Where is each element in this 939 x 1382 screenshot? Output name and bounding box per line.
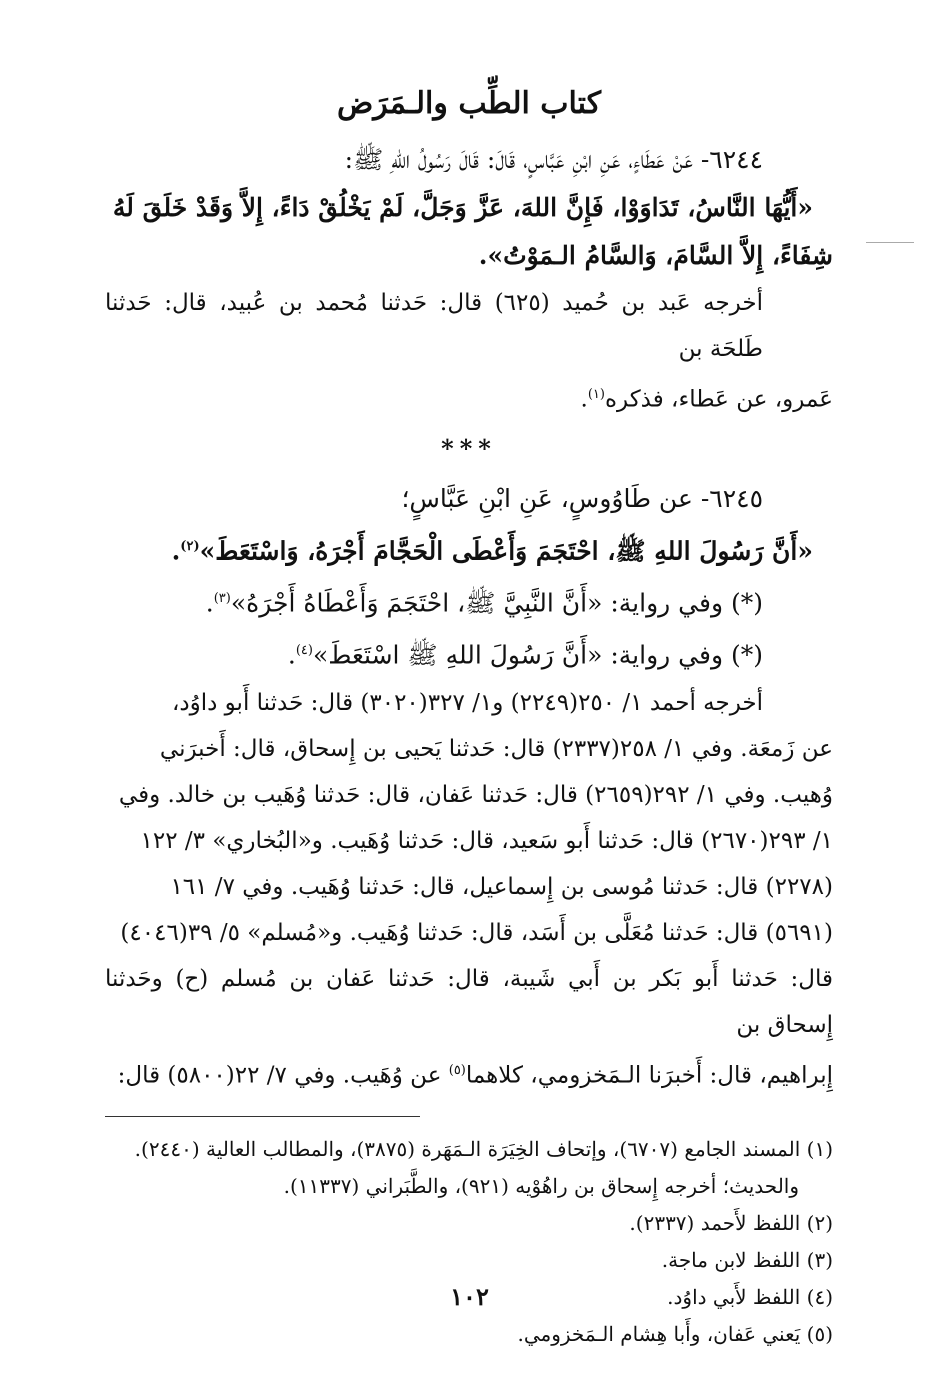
- chapter-title: كتاب الطِّب والـمَرَض: [336, 86, 602, 121]
- hadith-6245-matn: [105, 523, 833, 575]
- hadith-6244-matn-line2: شِفَاءً، إِلاَّ السَّامَ، وَالسَّامُ الـمَوْتُ».: [478, 241, 833, 270]
- hadith-6244-head: ٦٢٤٤- عَنْ عَطَاءٍ، عَنِ ابْنِ عَبَّاسٍ، قَالَ: قَالَ رَسُولُ اللهِ ﷺ:: [344, 145, 763, 174]
- footnote-ref-2: (٢): [180, 538, 200, 554]
- footnote-3: (٣) اللفظ لابن ماجة.: [661, 1248, 833, 1273]
- hadith-6245-takhrij-line8: [105, 1048, 833, 1099]
- hadith-6244-takhrij-line2: [105, 372, 833, 423]
- footnote-ref-3: (٣): [213, 590, 231, 606]
- page-number: ١٠٢: [450, 1282, 489, 1311]
- hadith-6245-riwaya-2: [105, 627, 833, 679]
- hadith-6245-takhrij-line3: وُهيب. وفي ١/ ٢٩٢(٢٦٥٩) قال: حَدثنا عَفان، قال: حَدثنا وُهَيب بن خالد. وفي: [118, 781, 833, 808]
- hadith-6244-matn-line1: «أَيُّهَا النَّاسُ، تَدَاوَوْا، فَإِنَّ اللهَ، عَزَّ وَجَلَّ، لَمْ يَخْلُقْ دَاءً، إِلاَّ وَقَدْ خَلَقَ لَهُ: [112, 193, 813, 222]
- takhrij-text: إِبراهيم، قال: أَخبرَنا الـمَخزومي، كلاهما: [465, 1062, 833, 1089]
- hadith-6245-takhrij-line6: (٥٦٩١) قال: حَدثنا مُعَلَّى بن أَسَد، قال: حَدثنا وُهَيب. و«مُسلم» ٥/ ٣٩(٤٠٤٦): [120, 919, 833, 946]
- hadith-6245-takhrij-line7: قال: حَدثنا أَبو بَكر بن أَبي شَيبة، قال: حَدثنا عَفان بن مُسلم (ح) وحَدثنا إِسحاق بن: [105, 965, 833, 1038]
- footnote-1: (١) المسند الجامع (٦٧٠٧)، وإتحاف الخِيَرَة الـمَهَرة (٣٨٧٥)، والمطالب العالية (٢٤٤٠).: [134, 1137, 833, 1162]
- footnote-2: (٢) اللفظ لأَحمد (٢٣٣٧).: [629, 1211, 833, 1236]
- footnotes: [105, 1131, 833, 1353]
- margin-mark: [866, 242, 914, 243]
- hadith-6245-takhrij-line2: عن زَمعَة. وفي ١/ ٢٥٨(٢٣٣٧) قال: حَدثنا يَحيى بن إِسحاق، قال: أَخبرَني: [159, 735, 833, 762]
- footnote-5: (٥) يَعني عَفان، وأَبا هِشام الـمَخزومي.: [517, 1322, 833, 1347]
- takhrij-text: عن وُهَيب. وفي ٧/ ٢٢(٥٨٠٠) قال:: [117, 1062, 449, 1089]
- footnote-divider: [105, 1116, 420, 1117]
- takhrij-text: عَمرو، عن عَطاء، فذكره: [604, 386, 833, 413]
- hadith-6245-takhrij-line5: (٢٢٧٨) قال: حَدثنا مُوسى بن إِسماعيل، قال: حَدثنا وُهَيب. وفي ٧/ ١٦١: [170, 873, 833, 900]
- footnote-ref-1: (١): [587, 387, 605, 402]
- hadith-6244-takhrij-line1: أخرجه عَبد بن حُميد (٦٢٥) قال: حَدثنا مُحمد بن عُبيد، قال: حَدثنا طَلحَة بن: [105, 290, 763, 362]
- riwaya-text: (*) وفي رواية: «أَنَّ النَّبِيَّ ﷺ، احْتَجَمَ وَأَعْطَاهُ أَجْرَهُ»: [230, 588, 763, 618]
- section-separator: ***: [441, 433, 497, 463]
- footnote-4: (٤) اللفظ لأَبي داوُد.: [667, 1285, 833, 1310]
- hadith-6245-takhrij-line4: ١/ ٢٩٣(٢٦٧٠) قال: حَدثنا أَبو سَعيد، قال: حَدثنا وُهَيب. و«البُخاري» ٣/ ١٢٢: [140, 827, 833, 854]
- takhrij-end: .: [580, 386, 588, 413]
- footnote-ref-5: (٥): [448, 1062, 466, 1078]
- hadith-6245-takhrij-line1: أخرجه أحمد ١/ ٢٥٠(٢٢٤٩) و١/ ٣٢٧(٣٠٢٠) قال: حَدثنا أَبو داوُد،: [171, 689, 763, 716]
- riwaya-end: .: [205, 588, 214, 618]
- riwaya-end: .: [287, 640, 296, 670]
- hadith-6245-head: ٦٢٤٥- عن طَاوُوسٍ، عَنِ ابْنِ عَبَّاسٍ؛: [401, 483, 763, 513]
- footnote-ref-4: (٤): [295, 643, 313, 659]
- matn-end: .: [171, 535, 181, 565]
- riwaya-text: (*) وفي رواية: «أَنَّ رَسُولَ اللهِ ﷺ اسْتَعَطَ»: [312, 640, 763, 670]
- hadith-6245-riwaya-1: [105, 575, 833, 627]
- footnote-1-continued: والحديث؛ أخرجه إِسحاق بن راهُوْيه (٩٢١)، والطَّبَراني (١١٣٣٧).: [283, 1174, 799, 1199]
- matn-text: «أَنَّ رَسُولَ اللهِ ﷺ، احْتَجَمَ وَأَعْطَى الْحَجَّامَ أَجْرَهُ، وَاسْتَعَطَ»: [199, 535, 813, 565]
